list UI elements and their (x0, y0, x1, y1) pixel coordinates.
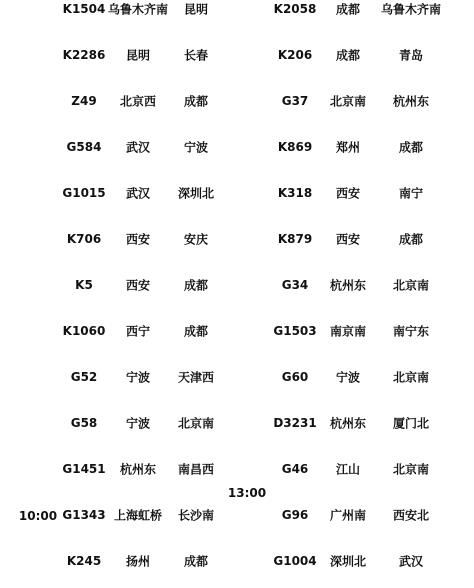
left-train-number: K2286 (62, 48, 106, 62)
right-destination-station: 南宁东 (392, 324, 430, 339)
left-origin-station: 西安 (125, 232, 151, 247)
left-train-number: G58 (70, 416, 98, 430)
right-origin-station: 南京南 (329, 324, 367, 339)
left-train-number: K5 (75, 278, 93, 292)
left-origin-station: 西安 (125, 278, 151, 293)
right-destination-station: 南宁 (398, 186, 424, 201)
right-destination-station: 成都 (398, 140, 424, 155)
right-destination-station: 武汉 (398, 554, 424, 569)
left-origin-station: 昆明 (125, 48, 151, 63)
right-destination-station: 青岛 (398, 48, 424, 63)
right-train-number: G46 (281, 462, 309, 476)
left-origin-station: 上海虹桥 (113, 508, 163, 523)
right-origin-station: 成都 (335, 48, 361, 63)
left-destination-station: 宁波 (183, 140, 209, 155)
left-train-number: G1451 (62, 462, 106, 476)
left-train-number: G1343 (62, 508, 106, 522)
right-destination-station: 成都 (398, 232, 424, 247)
left-train-number: K245 (66, 554, 102, 568)
right-origin-station: 宁波 (335, 370, 361, 385)
right-train-number: K206 (277, 48, 313, 62)
left-train-number: G52 (70, 370, 98, 384)
left-origin-station: 扬州 (125, 554, 151, 569)
right-train-number: K869 (277, 140, 313, 154)
left-destination-station: 成都 (183, 554, 209, 569)
left-destination-station: 北京南 (177, 416, 215, 431)
left-origin-station: 宁波 (125, 416, 151, 431)
time-middle: 13:00 (227, 486, 267, 500)
right-train-number: G96 (281, 508, 309, 522)
left-train-number: Z49 (71, 94, 97, 108)
time-left: 10:00 (18, 509, 58, 523)
right-origin-station: 北京南 (329, 94, 367, 109)
left-train-number: K706 (66, 232, 102, 246)
right-destination-station: 乌鲁木齐南 (380, 2, 442, 17)
left-destination-station: 天津西 (177, 370, 215, 385)
left-destination-station: 昆明 (183, 2, 209, 17)
right-origin-station: 西安 (335, 232, 361, 247)
left-train-number: K1504 (62, 2, 106, 16)
right-train-number: G37 (281, 94, 309, 108)
left-destination-station: 长沙南 (177, 508, 215, 523)
right-train-number: G1004 (273, 554, 317, 568)
left-origin-station: 乌鲁木齐南 (107, 2, 169, 17)
left-origin-station: 武汉 (125, 186, 151, 201)
right-destination-station: 北京南 (392, 462, 430, 477)
left-destination-station: 成都 (183, 94, 209, 109)
right-destination-station: 西安北 (392, 508, 430, 523)
right-origin-station: 西安 (335, 186, 361, 201)
left-origin-station: 武汉 (125, 140, 151, 155)
left-train-number: G584 (66, 140, 102, 154)
right-destination-station: 杭州东 (392, 94, 430, 109)
right-origin-station: 江山 (335, 462, 361, 477)
right-train-number: K2058 (273, 2, 317, 16)
right-train-number: D3231 (273, 416, 317, 430)
left-train-number: K1060 (62, 324, 106, 338)
right-origin-station: 深圳北 (329, 554, 367, 569)
right-train-number: G1503 (273, 324, 317, 338)
right-destination-station: 北京南 (392, 278, 430, 293)
left-destination-station: 成都 (183, 324, 209, 339)
left-destination-station: 南昌西 (177, 462, 215, 477)
right-destination-station: 北京南 (392, 370, 430, 385)
right-train-number: K879 (277, 232, 313, 246)
left-origin-station: 北京西 (119, 94, 157, 109)
left-train-number: G1015 (62, 186, 106, 200)
left-destination-station: 安庆 (183, 232, 209, 247)
right-train-number: K318 (277, 186, 313, 200)
left-destination-station: 深圳北 (177, 186, 215, 201)
left-destination-station: 长春 (183, 48, 209, 63)
left-origin-station: 杭州东 (119, 462, 157, 477)
right-origin-station: 杭州东 (329, 278, 367, 293)
left-origin-station: 西宁 (125, 324, 151, 339)
left-destination-station: 成都 (183, 278, 209, 293)
right-destination-station: 厦门北 (392, 416, 430, 431)
right-train-number: G60 (281, 370, 309, 384)
right-origin-station: 郑州 (335, 140, 361, 155)
right-train-number: G34 (281, 278, 309, 292)
right-origin-station: 广州南 (329, 508, 367, 523)
right-origin-station: 杭州东 (329, 416, 367, 431)
right-origin-station: 成都 (335, 2, 361, 17)
left-origin-station: 宁波 (125, 370, 151, 385)
